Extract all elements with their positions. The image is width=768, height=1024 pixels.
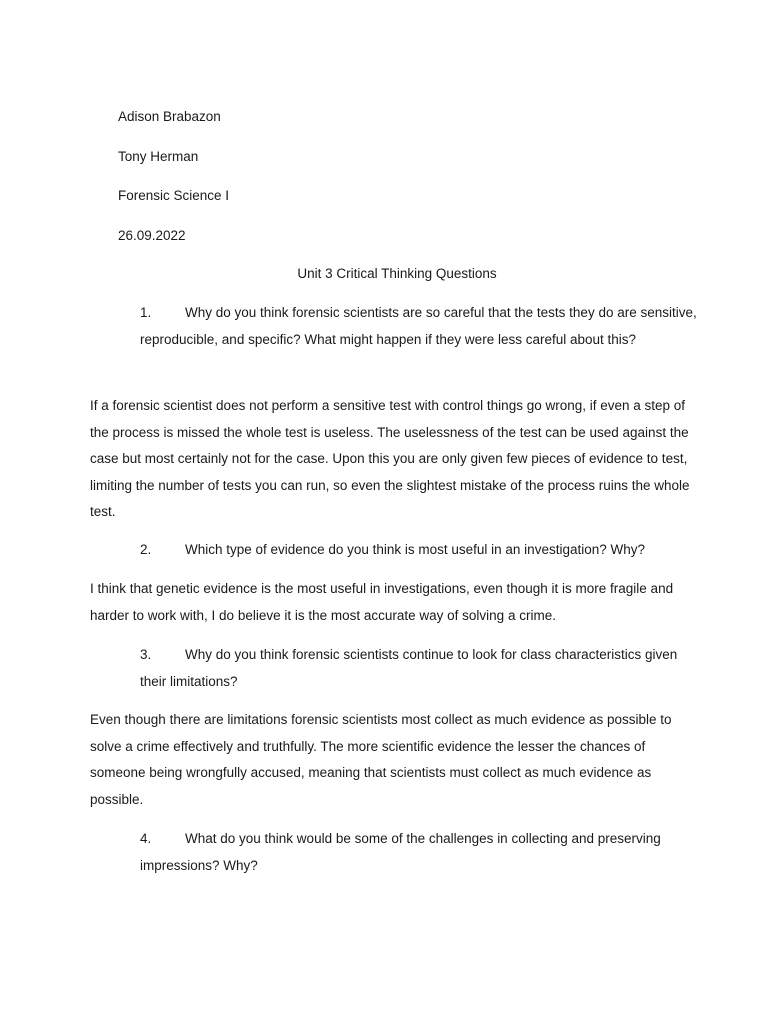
question-text: Why do you think forensic scientists are so careful that the tests they do are sensitive, reproducible, and specific? What might happen if they were less careful about this? [140,305,697,347]
question-3 [140,642,700,695]
answer-1: If a forensic scientist does not perform a sensitive test with control things go wrong, if even a step of the process is missed the whole test is useless. The uselessness of the test can be used against the case but most certainly not for the case. Upon this you are only given few pieces of evidence to test, limiting the number of tests you can run, so even the slightest mistake of the process ruins the whole test. [90,398,690,519]
question-number: 1. [140,305,152,320]
question-text: What do you think would be some of the challenges in collecting and preserving impressions? Why? [140,831,661,873]
question-text: Why do you think forensic scientists continue to look for class characteristics given their limitations? [140,647,678,689]
question-number: 3. [140,647,152,662]
question-1 [140,300,700,353]
question-2 [140,537,700,564]
question-number: 4. [140,831,152,846]
question-4 [140,826,700,879]
document-title: Unit 3 Critical Thinking Questions [297,266,497,281]
date: 26.09.2022 [118,228,186,243]
answer-2: I think that genetic evidence is the most useful in investigations, even though it is more fragile and harder to work with, I do believe it is the most accurate way of solving a crime. [90,581,674,623]
student-name: Adison Brabazon [118,109,221,124]
teacher-name: Tony Herman [118,149,199,164]
question-text: Which type of evidence do you think is most useful in an investigation? Why? [185,542,645,557]
course-name: Forensic Science I [118,188,230,203]
question-number: 2. [140,542,152,557]
answer-3: Even though there are limitations forensic scientists most collect as much evidence as possible to solve a crime effectively and truthfully. The more scientific evidence the lesser the chances of someone being wrongfully accused, meaning that scientists must collect as much evidence as possible. [90,712,672,807]
